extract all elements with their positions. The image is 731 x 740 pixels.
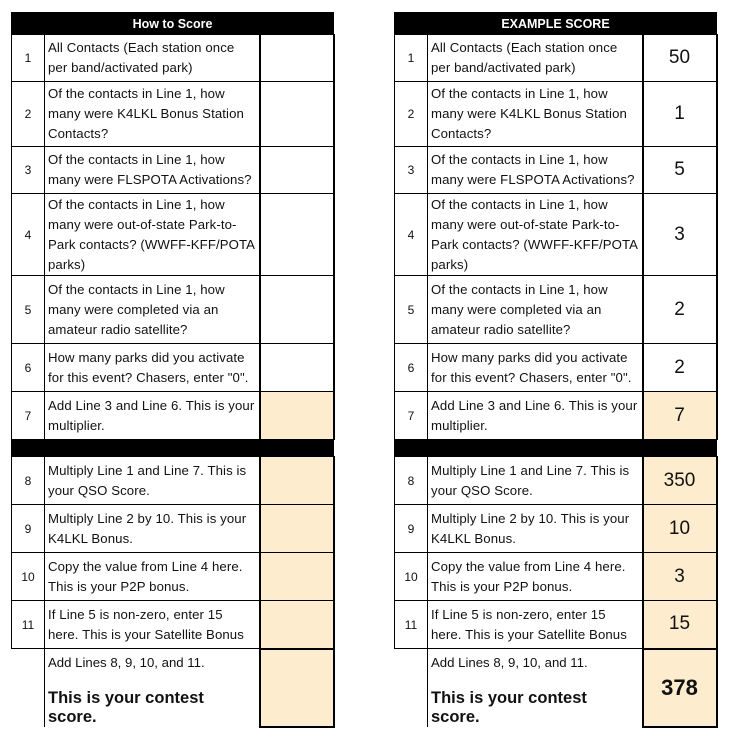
- value-cell: 3: [643, 194, 717, 276]
- line-description: Multiply Line 1 and Line 7. This is your QSO Score.: [428, 457, 643, 505]
- table-row: [12, 457, 334, 505]
- value-cell: 2: [643, 276, 717, 344]
- line-description: Multiply Line 2 by 10. This is your K4LKL Bonus.: [45, 505, 260, 553]
- value-cell: 10: [643, 505, 717, 553]
- line-number: 4: [12, 194, 45, 276]
- value-cell: 350: [643, 457, 717, 505]
- value-cell: 2: [643, 344, 717, 392]
- table-row: [395, 194, 717, 276]
- value-cell[interactable]: [260, 82, 334, 147]
- line-description: All Contacts (Each station once per band/activated park): [428, 35, 643, 82]
- value-cell[interactable]: [260, 276, 334, 344]
- table-row: [12, 147, 334, 194]
- final-score-row: [12, 649, 334, 728]
- table-row: [395, 553, 717, 601]
- value-cell[interactable]: [260, 35, 334, 82]
- line-description: Of the contacts in Line 1, how many were FLSPOTA Activations?: [428, 147, 643, 194]
- line-number: 3: [395, 147, 428, 194]
- line-description: Copy the value from Line 4 here. This is your P2P bonus.: [428, 553, 643, 601]
- final-instruction-line: Add Lines 8, 9, 10, and 11.: [431, 655, 588, 670]
- line-description: Add Line 3 and Line 6. This is your multiplier.: [428, 392, 643, 440]
- table-row: [12, 35, 334, 82]
- line-number: 1: [395, 35, 428, 82]
- line-description: Add Line 3 and Line 6. This is your multiplier.: [45, 392, 260, 440]
- line-number: 9: [395, 505, 428, 553]
- table-row: [12, 344, 334, 392]
- separator-bar: [12, 440, 334, 457]
- table-row: [12, 82, 334, 147]
- line-number: 7: [12, 392, 45, 440]
- separator-bar: [395, 440, 717, 457]
- line-number: 3: [12, 147, 45, 194]
- score-table: [394, 12, 718, 728]
- line-number: 11: [12, 601, 45, 649]
- line-description: Copy the value from Line 4 here. This is your P2P bonus.: [45, 553, 260, 601]
- table-row: [12, 276, 334, 344]
- value-cell: 3: [643, 553, 717, 601]
- line-number: 7: [395, 392, 428, 440]
- value-cell[interactable]: [260, 553, 334, 601]
- table-row: [395, 601, 717, 649]
- line-description: Multiply Line 1 and Line 7. This is your QSO Score.: [45, 457, 260, 505]
- line-description: Of the contacts in Line 1, how many were out-of-state Park-to-Park contacts? (WWFF-KFF/POTA parks): [45, 194, 260, 276]
- table-row: [12, 505, 334, 553]
- line-description: Of the contacts in Line 1, how many were completed via an amateur radio satellite?: [428, 276, 643, 344]
- score-table: [11, 12, 335, 728]
- line-description: Multiply Line 2 by 10. This is your K4LKL Bonus.: [428, 505, 643, 553]
- multiplier-cell[interactable]: [260, 392, 334, 440]
- final-instructions: [428, 649, 643, 728]
- line-description: All Contacts (Each station once per band/activated park): [45, 35, 260, 82]
- how-to-score-table: [11, 12, 333, 728]
- table-row: [395, 82, 717, 147]
- line-number: 8: [395, 457, 428, 505]
- table-row: [12, 194, 334, 276]
- line-description: If Line 5 is non-zero, enter 15 here. This is your Satellite Bonus: [428, 601, 643, 649]
- table-row: [12, 601, 334, 649]
- line-number: 10: [395, 553, 428, 601]
- line-number: 6: [395, 344, 428, 392]
- table-row: [395, 35, 717, 82]
- value-cell: 5: [643, 147, 717, 194]
- final-score-row: [395, 649, 717, 728]
- contest-score-cell[interactable]: [260, 649, 334, 728]
- table-title: How to Score: [12, 13, 334, 35]
- line-description: Of the contacts in Line 1, how many were FLSPOTA Activations?: [45, 147, 260, 194]
- contest-score-label: This is your contest score.: [48, 689, 204, 726]
- line-description: Of the contacts in Line 1, how many were K4LKL Bonus Station Contacts?: [428, 82, 643, 147]
- table-row: [395, 276, 717, 344]
- line-description: Of the contacts in Line 1, how many were K4LKL Bonus Station Contacts?: [45, 82, 260, 147]
- example-score-table: [394, 12, 716, 728]
- value-cell[interactable]: [260, 344, 334, 392]
- table-row: [395, 344, 717, 392]
- value-cell[interactable]: [260, 601, 334, 649]
- line-number: 1: [12, 35, 45, 82]
- line-number: 9: [12, 505, 45, 553]
- value-cell: 50: [643, 35, 717, 82]
- line-description: How many parks did you activate for this event? Chasers, enter "0".: [45, 344, 260, 392]
- table-row: [395, 457, 717, 505]
- contest-score-cell: 378: [643, 649, 717, 728]
- final-instructions: [45, 649, 260, 728]
- line-description: How many parks did you activate for this event? Chasers, enter "0".: [428, 344, 643, 392]
- table-row: [395, 505, 717, 553]
- value-cell[interactable]: [260, 147, 334, 194]
- line-number: 11: [395, 601, 428, 649]
- table-row: [12, 392, 334, 440]
- contest-score-label: This is your contest score.: [431, 689, 587, 726]
- line-number: 5: [12, 276, 45, 344]
- multiplier-cell: 7: [643, 392, 717, 440]
- final-instruction-line: Add Lines 8, 9, 10, and 11.: [48, 655, 205, 670]
- line-number: 8: [12, 457, 45, 505]
- value-cell: 1: [643, 82, 717, 147]
- value-cell: 15: [643, 601, 717, 649]
- line-number: 10: [12, 553, 45, 601]
- line-number: 6: [12, 344, 45, 392]
- line-description: Of the contacts in Line 1, how many were completed via an amateur radio satellite?: [45, 276, 260, 344]
- table-row: [395, 392, 717, 440]
- value-cell[interactable]: [260, 505, 334, 553]
- line-description: If Line 5 is non-zero, enter 15 here. This is your Satellite Bonus: [45, 601, 260, 649]
- line-number: 2: [395, 82, 428, 147]
- table-row: [12, 553, 334, 601]
- line-number: 2: [12, 82, 45, 147]
- table-title: EXAMPLE SCORE: [395, 13, 717, 35]
- table-row: [395, 147, 717, 194]
- value-cell[interactable]: [260, 457, 334, 505]
- line-description: Of the contacts in Line 1, how many were out-of-state Park-to-Park contacts? (WWFF-KFF/POTA parks): [428, 194, 643, 276]
- line-number: 4: [395, 194, 428, 276]
- line-number: 5: [395, 276, 428, 344]
- value-cell[interactable]: [260, 194, 334, 276]
